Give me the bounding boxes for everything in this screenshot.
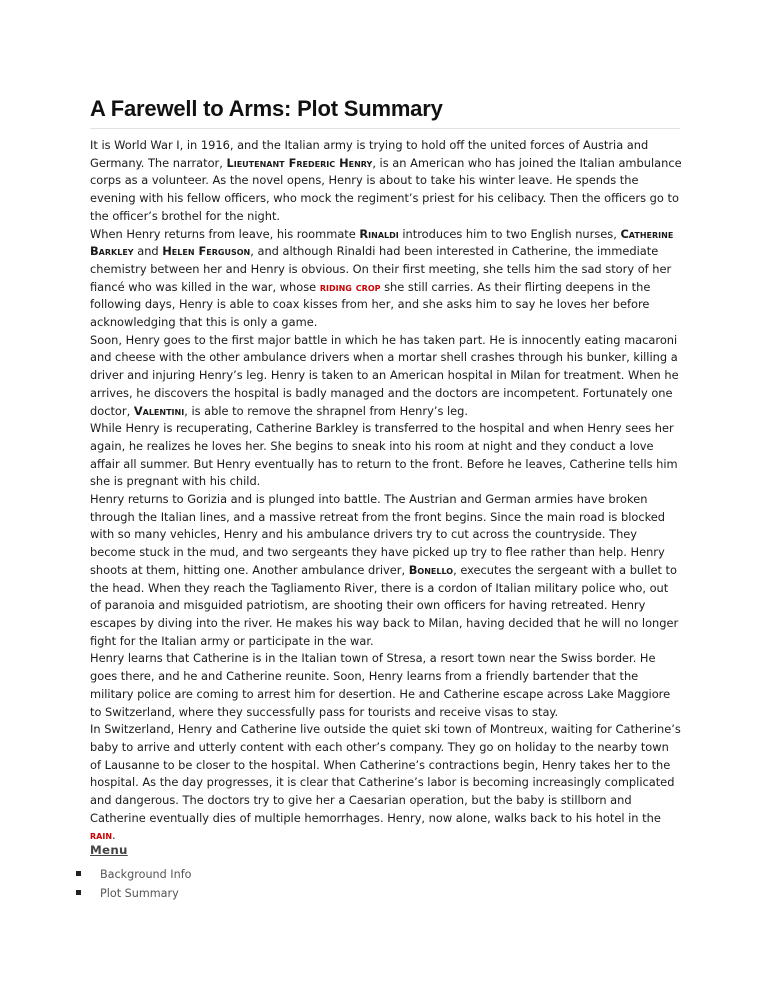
character-bonello: Bonello bbox=[408, 562, 454, 577]
menu-list bbox=[76, 866, 191, 904]
paragraph-retreat: Henry returns to Gorizia and is plunged into battle. The Austrian and German armies have broken through the Italian lines, and a massive retreat from the front begins. Since the main road is blocked with so many vehicles, Henry and his ambulance drivers try to cut across the countryside. They become stuck in the mud, and two sergeants they have picked up try to flee rather than help. Henry shoots at them, hitting one. Another ambulance driver, Bonello, executes the sergeant with a bullet to the head. When they reach the Tagliamento River, there is a cordon of Italian military police who, out of paranoia and misguided patriotism, are shooting their own officers for having retreated. Henry escapes by diving into the river. He makes his way back to Milan, having decided that he will no longer fight for the Italian army or participate in the war. bbox=[90, 492, 679, 648]
character-helen: Helen Ferguson bbox=[162, 244, 251, 259]
paragraph-intro: It is World War I, in 1916, and the Italian army is trying to hold off the united forces of Austria and Germany. The narrator, Lieutenant Frederic Henry, is an American who has joined the Italian ambulance corps as a volunteer. As the novel opens, Henry is about to take his winter leave. He spends the evening with his fellow officers, who mock the regiment’s priest for his celibacy. Then the officers go to the officer’s brothel for the night. bbox=[90, 138, 682, 223]
plot-summary-body bbox=[90, 137, 682, 845]
bullet-icon bbox=[76, 890, 81, 895]
paragraph-ending: In Switzerland, Henry and Catherine live outside the quiet ski town of Montreux, waiting for Catherine’s baby to arrive and utterly content with each other’s company. They go on holiday to the nearby town of Lausanne to be closer to the hospital. When Catherine’s contractions begin, Henry takes her to the hospital. As the day progresses, it is clear that Catherine’s labor is becoming increasingly complicated and dangerous. The doctors try to give her a Caesarian operation, but the baby is stillborn and Catherine eventually dies of multiple hemorrhages. Henry, now alone, walks back to his hotel in the rain. bbox=[90, 722, 681, 843]
character-valentini: Valentini bbox=[133, 403, 185, 418]
paragraph-escape: Henry learns that Catherine is in the Italian town of Stresa, a resort town near the Swiss border. He goes there, and he and Catherine reunite. Soon, Henry learns from a friendly bartender that the military police are coming to arrest him for desertion. He and Catherine escape across Lake Maggiore to Switzerland, where they successfully pass for tourists and receive visas to stay. bbox=[90, 651, 671, 719]
page-title: A Farewell to Arms: Plot Summary bbox=[90, 96, 443, 121]
paragraph-recuperating: While Henry is recuperating, Catherine Barkley is transferred to the hospital and when Henry sees her again, he realizes he loves her. She begins to sneak into his room at night and they conduct a love affair all summer. But Henry eventually has to return to the front. Before he leaves, Catherine tells him she is pregnant with his child. bbox=[90, 421, 678, 489]
character-catherine: Catherine Barkley bbox=[90, 226, 674, 259]
bullet-icon bbox=[76, 871, 81, 876]
character-rinaldi: Rinaldi bbox=[359, 226, 399, 241]
character-henry: Lieutenant Frederic Henry bbox=[226, 155, 373, 170]
title-divider bbox=[90, 128, 680, 129]
menu-heading[interactable]: Menu bbox=[90, 843, 128, 857]
menu-item-plot-summary[interactable]: Plot Summary bbox=[76, 885, 191, 904]
symbol-riding-crop-link[interactable]: riding crop bbox=[319, 279, 381, 294]
paragraph-battle: Soon, Henry goes to the first major battle in which he has taken part. He is innocently eating macaroni and cheese with the other ambulance drivers when a mortar shell crashes through his bunker, killing a driver and injuring Henry’s leg. Henry is taken to an American hospital in Milan for treatment. When he arrives, he discovers the hospital is badly managed and the doctors are incompetent. Fortunately one doctor, Valentini, is able to remove the shrapnel from Henry’s leg. bbox=[90, 332, 679, 418]
menu-item-background-info[interactable]: Background Info bbox=[76, 866, 191, 885]
symbol-rain-link[interactable]: rain bbox=[90, 828, 113, 843]
paragraph-meeting: When Henry returns from leave, his roommate Rinaldi introduces him to two English nurses, Catherine Barkley and Helen Ferguson, and although Rinaldi had been interested in Catherine, the immediate chemistry between her and Henry is obvious. On their first meeting, she tells him the sad story of her fiancé who was killed in the war, whose riding crop she still carries. As their flirting deepens in the following days, Henry is able to coax kisses from her, and she asks him to say he loves her before acknowledging that this is only a game. bbox=[90, 226, 674, 330]
